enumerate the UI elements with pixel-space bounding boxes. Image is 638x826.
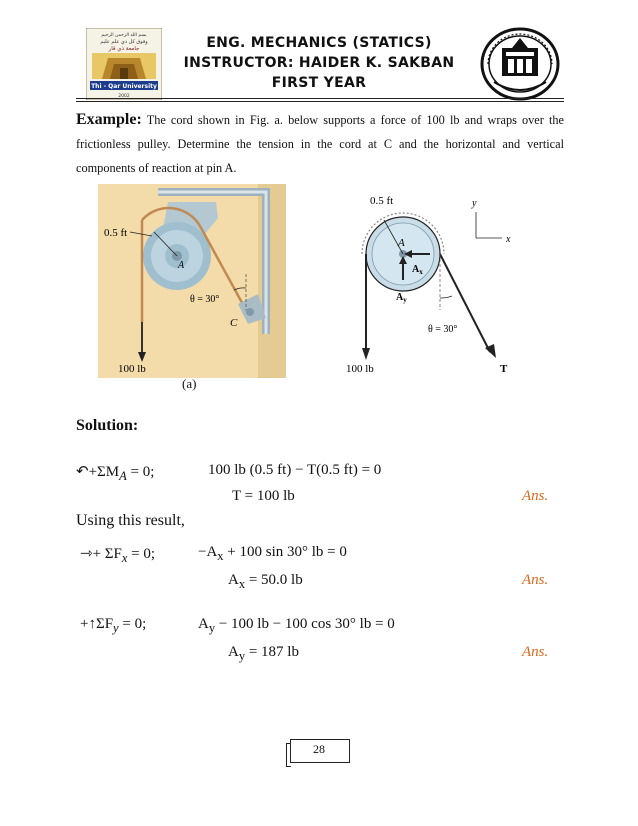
- x-equation: $-A_x + 100$ sin 30° lb = 0: [198, 544, 347, 563]
- figure-a-caption: (a): [182, 376, 197, 391]
- fig-a-load-label: 100 lb: [118, 363, 146, 375]
- fig-a-pin-label: A: [178, 260, 185, 271]
- svg-text:2002: 2002: [118, 94, 130, 99]
- answer-mark-1: Ans.: [522, 488, 549, 504]
- answer-mark-3: Ans.: [522, 644, 549, 660]
- instructor-name: INSTRUCTOR: HAIDER K. SAKBAN: [183, 55, 455, 71]
- fbd-angle-label: θ = 30°: [428, 324, 458, 335]
- svg-text:ﻭﻓﻮﻕ ﻛﻞ ﺫﻱ ﻋﻠﻢ ﻋﻠﻴﻢ: ﻭﻓﻮﻕ ﻛﻞ ﺫﻱ ﻋﻠﻢ ﻋﻠﻴﻢ: [100, 39, 148, 45]
- fbd-ax-label: $A_x$: [412, 264, 423, 276]
- x-equation-label: ⇾+ $\Sigma F_x = 0$;: [80, 546, 156, 565]
- course-title: ENG. MECHANICS (STATICS): [206, 35, 432, 51]
- fbd-axis-x: x: [506, 234, 511, 245]
- moment-equation-label: $↶+\Sigma M_A = 0$;: [76, 464, 155, 483]
- tension-result: T = 100 lb: [232, 488, 295, 504]
- using-result-text: Using this result,: [76, 512, 185, 529]
- page-number: 28: [313, 742, 325, 756]
- figure-a-pulley-photo: [98, 184, 286, 378]
- moment-equation: 100 lb (0.5 ft) − T(0.5 ft) = 0: [208, 462, 382, 478]
- fbd-tension-label: T: [500, 363, 508, 375]
- fig-a-radius-label: 0.5 ft: [104, 227, 128, 239]
- logo-university-name: Thi - Qar University: [91, 83, 157, 90]
- example-text: The cord shown in Fig. a. below supports a force of 100 lb and wraps over the frictionless pulley. Determine the tension in the cord at C and the horizontal and vertical components of reaction at pin A.: [76, 113, 564, 175]
- year-label: FIRST YEAR: [271, 75, 367, 91]
- fig-a-point-c: C: [230, 317, 238, 329]
- example-paragraph: [76, 108, 564, 180]
- ax-result: $A_x = 50.0$ lb: [228, 572, 303, 591]
- free-body-diagram: [340, 190, 540, 378]
- svg-text:ﺟﺎﻣﻌﺔ ﺫﻱ ﻗﺎﺭ: ﺟﺎﻣﻌﺔ ﺫﻱ ﻗﺎﺭ: [108, 46, 140, 52]
- svg-text:ﺑﺴﻢ ﺍﻟﻠﻪ ﺍﻟﺮﺣﻤﻦ ﺍﻟﺮﺣﻴﻢ: ﺑﺴﻢ ﺍﻟﻠﻪ ﺍﻟﺮﺣﻤﻦ ﺍﻟﺮﺣﻴﻢ: [101, 33, 147, 38]
- answer-mark-2: Ans.: [522, 572, 549, 588]
- y-equation-label: $+↑\Sigma F_y = 0$;: [80, 616, 147, 635]
- header-divider-thin: [76, 101, 564, 102]
- fbd-radius-label: 0.5 ft: [370, 195, 394, 207]
- fbd-load-label: 100 lb: [346, 363, 374, 375]
- ay-result: $A_y = 187$ lb: [228, 644, 299, 663]
- example-label: Example:: [76, 111, 142, 128]
- y-equation: $A_y - 100$ lb − 100 cos 30° lb = 0: [198, 616, 395, 635]
- fbd-pin-label: A: [398, 237, 405, 249]
- fbd-ay-label: $A_y$: [396, 292, 407, 304]
- header-divider: [76, 98, 564, 99]
- solution-heading: Solution:: [76, 417, 139, 434]
- fig-a-angle-label: θ = 30°: [190, 294, 220, 305]
- fbd-axis-y: y: [472, 198, 477, 209]
